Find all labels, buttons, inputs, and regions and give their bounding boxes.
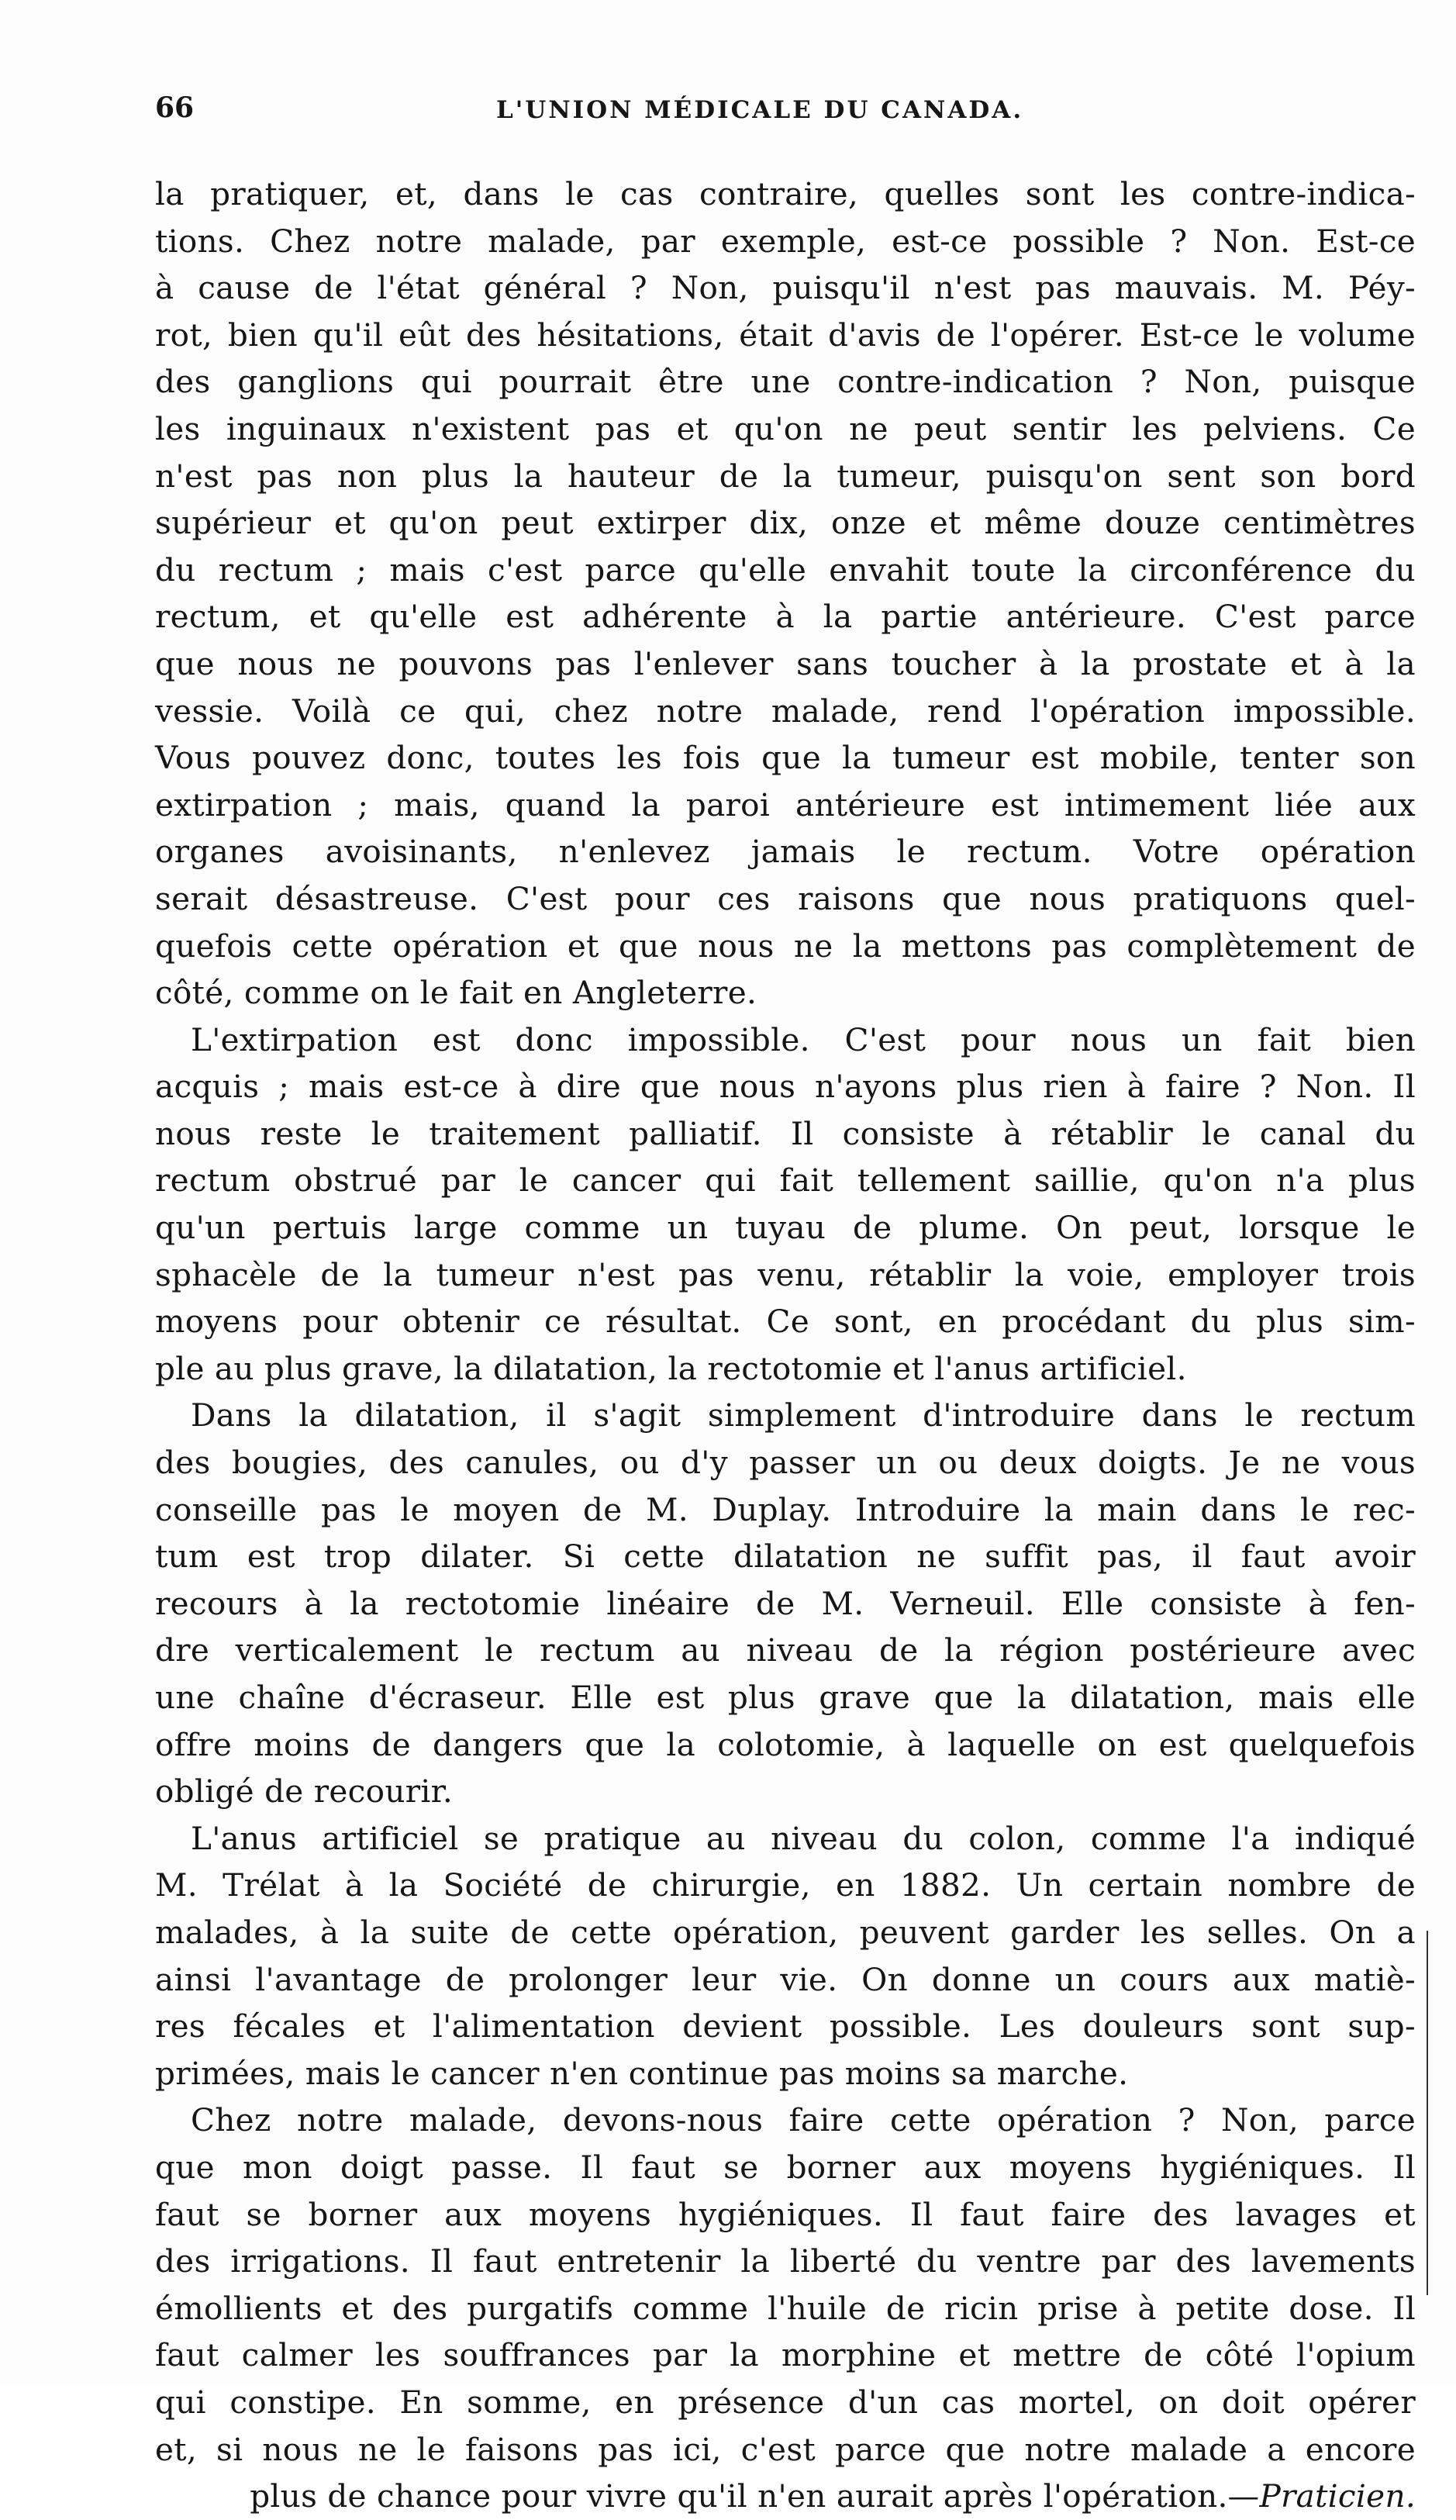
text-line-final [155,2473,1416,2520]
text-line: côté, comme on le fait en Angleterre. [155,974,757,1012]
text-line: et, si nous ne le faisons pas ici, c'est parce que notre malade a encore [155,2430,1416,2468]
text-line: les inguinaux n'existent pas et qu'on ne peut sentir les pelviens. Ce [155,409,1416,447]
text-line: tum est trop dilater. Si cette dilatation ne suffit pas, il faut avoir [155,1538,1416,1576]
page-number: 66 [155,91,195,124]
text-line: la pratiquer, et, dans le cas contraire, quelles sont les contre-indica- [155,175,1416,212]
text-line: qu'un pertuis large comme un tuyau de plume. On peut, lorsque le [155,1209,1416,1247]
text-line: moyens pour obtenir ce résultat. Ce sont, en procédant du plus sim- [155,1303,1416,1341]
text-line: faut calmer les souffrances par la morphine et mettre de côté l'opium [155,2336,1416,2374]
text-line: obligé de recourir. [155,1773,454,1811]
text-line: supérieur et qu'on peut extirper dix, onze et même douze centimètres [155,504,1416,542]
margin-rule [1427,1931,1428,2295]
text-line: n'est pas non plus la hauteur de la tumeur, puisqu'on sent son bord [155,457,1416,495]
text-line: à cause de l'état général ? Non, puisqu'il n'est pas mauvais. M. Péy- [155,269,1416,307]
text-line: tions. Chez notre malade, par exemple, est-ce possible ? Non. Est-ce [155,222,1416,260]
text-line: quefois cette opération et que nous ne la mettons pas complètement de [155,927,1416,965]
text-line: qui constipe. En somme, en présence d'un cas mortel, on doit opérer [155,2383,1416,2421]
source-attribution: Praticien. [1259,2477,1416,2515]
text-line: Dans la dilatation, il s'agit simplement d'introduire dans le rectum [191,1396,1416,1434]
text-line: sphacèle de la tumeur n'est pas venu, rétablir la voie, employer trois [155,1255,1416,1293]
text-line: L'extirpation est donc impossible. C'est pour nous un fait bien [191,1020,1416,1058]
text-line: ainsi l'avantage de prolonger leur vie. On donne un cours aux matiè- [155,1960,1416,1998]
text-line: Vous pouvez donc, toutes les fois que la tumeur est mobile, tenter son [155,739,1416,777]
text-line: acquis ; mais est-ce à dire que nous n'ayons plus rien à faire ? Non. Il [155,1068,1416,1106]
text-line: des irrigations. Il faut entretenir la liberté du ventre par des lavements [155,2242,1416,2280]
body-text [155,171,1416,2520]
text-line: L'anus artificiel se pratique au niveau du colon, comme l'a indiqué [191,1819,1416,1857]
text-line: recours à la rectotomie linéaire de M. Verneuil. Elle consiste à fen- [155,1584,1416,1622]
text-line: dre verticalement le rectum au niveau de la région postérieure avec [155,1631,1416,1669]
text-line: que nous ne pouvons pas l'enlever sans toucher à la prostate et à la [155,644,1416,682]
text-line: primées, mais le cancer n'en continue pas moins sa marche. [155,2054,1129,2092]
text-line: rectum obstrué par le cancer qui fait tellement saillie, qu'on n'a plus [155,1162,1416,1200]
text-line: plus de chance pour vivre qu'il n'en aurait après l'opération.— [250,2477,1260,2515]
running-title: L'UNION MÉDICALE DU CANADA. [496,96,1024,124]
text-line: conseille pas le moyen de M. Duplay. Introduire la main dans le rec- [155,1490,1416,1528]
text-line: des bougies, des canules, ou d'y passer un ou deux doigts. Je ne vous [155,1444,1416,1482]
text-line: Chez notre malade, devons-nous faire cette opération ? Non, parce [191,2101,1416,2139]
text-line: ple au plus grave, la dilatation, la rectotomie et l'anus artificiel. [155,1349,1187,1387]
text-line: extirpation ; mais, quand la paroi antérieure est intimement liée aux [155,785,1416,823]
text-line: rot, bien qu'il eût des hésitations, était d'avis de l'opérer. Est-ce le volume [155,316,1416,354]
text-line: offre moins de dangers que la colotomie, à laquelle on est quelquefois [155,1725,1416,1763]
text-line: serait désastreuse. C'est pour ces raisons que nous pratiquons quel- [155,879,1416,917]
text-line: que mon doigt passe. Il faut se borner aux moyens hygiéniques. Il [155,2148,1416,2186]
text-line: émollients et des purgatifs comme l'huile de ricin prise à petite dose. Il [155,2289,1416,2327]
text-line: malades, à la suite de cette opération, peuvent garder les selles. On a [155,1913,1416,1951]
text-line: rectum, et qu'elle est adhérente à la partie antérieure. C'est parce [155,598,1416,636]
text-line: nous reste le traitement palliatif. Il consiste à rétablir le canal du [155,1114,1416,1152]
text-line: une chaîne d'écraseur. Elle est plus grave que la dilatation, mais elle [155,1679,1416,1716]
text-line: vessie. Voilà ce qui, chez notre malade, rend l'opération impossible. [155,692,1416,730]
page-header [155,91,1411,138]
text-line: faut se borner aux moyens hygiéniques. Il faut faire des lavages et [155,2195,1416,2233]
text-line: du rectum ; mais c'est parce qu'elle envahit toute la circonférence du [155,551,1416,589]
text-line: organes avoisinants, n'enlevez jamais le rectum. Votre opération [155,833,1416,871]
text-line: des ganglions qui pourrait être une contre-indication ? Non, puisque [155,363,1416,401]
text-line: res fécales et l'alimentation devient possible. Les douleurs sont sup- [155,2007,1416,2045]
text-line: M. Trélat à la Société de chirurgie, en 1882. Un certain nombre de [155,1866,1416,1904]
